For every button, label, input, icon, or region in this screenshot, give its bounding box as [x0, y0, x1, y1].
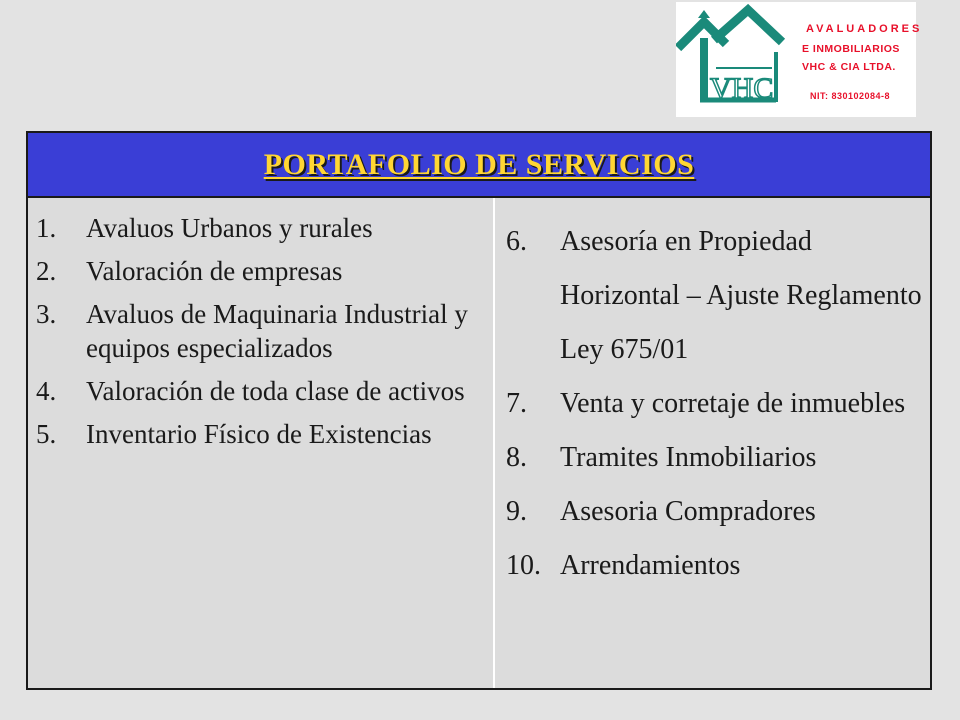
item-number: 7.	[506, 388, 527, 419]
item-number: 10.	[506, 550, 541, 581]
logo-nit: NIT: 830102084-8	[810, 91, 891, 101]
list-item	[506, 377, 926, 431]
services-list-left	[36, 211, 481, 460]
item-number: 3.	[36, 299, 57, 329]
item-number: 5.	[36, 419, 57, 449]
list-item	[36, 297, 481, 365]
item-number: 4.	[36, 376, 57, 406]
list-item	[36, 254, 481, 288]
item-text: Asesoría en Propiedad Horizontal – Ajuste Reglamento Ley 675/01	[560, 226, 922, 365]
logo-name-line3: VHC & CIA LTDA.	[802, 61, 896, 73]
item-text: Valoración de toda clase de activos	[86, 376, 465, 406]
list-item	[506, 485, 926, 539]
item-number: 2.	[36, 256, 57, 286]
item-text: Avaluos de Maquinaria Industrial y equipos especializados	[86, 299, 468, 363]
item-text: Venta y corretaje de inmuebles	[560, 388, 906, 419]
list-item	[36, 374, 481, 408]
services-table	[26, 131, 932, 690]
list-item	[506, 215, 926, 377]
item-number: 6.	[506, 226, 527, 257]
item-text: Avaluos Urbanos y rurales	[86, 213, 373, 243]
list-item	[36, 211, 481, 245]
table-header	[28, 133, 930, 198]
column-divider	[493, 198, 495, 688]
company-logo	[676, 2, 923, 117]
item-number: 1.	[36, 213, 57, 243]
services-list-right	[506, 215, 926, 593]
item-text: Asesoria Compradores	[560, 496, 816, 527]
page-title: PORTAFOLIO DE SERVICIOS	[263, 147, 695, 181]
list-item	[506, 539, 926, 593]
item-text: Arrendamientos	[560, 550, 741, 581]
logo-mark-text: VHC	[710, 72, 774, 105]
item-text: Tramites Inmobiliarios	[560, 442, 817, 473]
item-number: 8.	[506, 442, 527, 473]
list-item	[36, 417, 481, 451]
logo-name-line1: AVALUADORES	[806, 23, 923, 35]
logo-name-line2: E INMOBILIARIOS	[802, 43, 900, 55]
list-item	[506, 431, 926, 485]
item-text: Valoración de empresas	[86, 256, 343, 286]
item-number: 9.	[506, 496, 527, 527]
item-text: Inventario Físico de Existencias	[86, 419, 432, 449]
